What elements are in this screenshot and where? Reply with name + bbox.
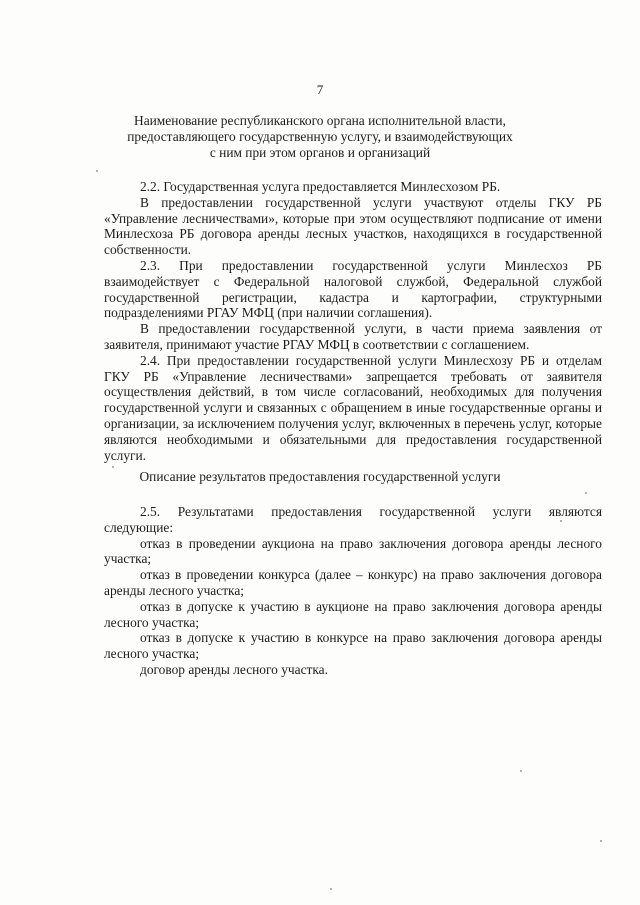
heading-line: предоставляющего государственную услугу, и взаимодействующих [127, 128, 513, 144]
page-number: 7 [316, 82, 324, 97]
scan-speck [560, 520, 562, 522]
paragraph-2-3: 2.3. При предоставлении государственной услуги Минлесхоз РБ взаимодействует с Федеральной налоговой службой, Федеральной службой государственной регистрации, кадастра и картографии, структурными подразделениями РГАУ МФЦ (при наличии соглашения). [104, 257, 602, 321]
paragraph-participation: В предоставлении государственной услуги участвуют отделы ГКУ РБ «Управление лесничествами», которые при этом осуществляют подписание от имени Минлесхоза РБ договора аренды лесных участков, находящихся в государственной собственности. [104, 194, 602, 258]
section-body-authority [104, 179, 602, 463]
result-item: отказ в допуске к участию в аукционе на право заключения договора аренды лесного участка; [104, 598, 602, 630]
result-item: договор аренды лесного участка. [140, 661, 328, 677]
scan-speck [112, 466, 114, 468]
paragraph-mfc: В предоставлении государственной услуги, в части приема заявления от заявителя, принимают участие РГАУ МФЦ в соответствии с соглашением. [104, 321, 602, 352]
result-item: отказ в проведении конкурса (далее – конкурс) на право заключения договора аренды лесного участка; [104, 567, 602, 598]
section-heading-results: Описание результатов предоставления государственной услуги [139, 469, 501, 484]
paragraph-2-5: 2.5. Результатами предоставления государственной услуги являются следующие: [104, 504, 602, 535]
result-item: отказ в допуске к участию в конкурсе на право заключения договора аренды лесного участка; [104, 630, 602, 662]
heading-line: Наименование республиканского органа исполнительной власти, [134, 113, 506, 128]
section-body-results [104, 504, 602, 678]
result-item: отказ в проведении аукциона на право заключения договора аренды лесного участка; [104, 535, 602, 567]
heading-line: с ним при этом органов и организаций [209, 144, 431, 160]
section-heading-authority [120, 113, 520, 160]
scan-speck [96, 170, 98, 172]
scan-speck [520, 770, 522, 772]
paragraph-2-2: 2.2. Государственная услуга предоставляется Минлесхозом РБ. [140, 179, 501, 194]
scan-speck [600, 840, 602, 842]
paragraph-2-4: 2.4. При предоставлении государственной услуги Минлесхозу РБ и отделам ГКУ РБ «Управление лесничествами» запрещается требовать от заявителя осуществления действий, в том числе согласований, необходимых для получения государственной услуги и связанных с обращением в иные государственные органы и организации, за исключением получения услуг, включенных в перечень услуг, которые являются необходимыми и обязательными для предоставления государственной услуги. [104, 352, 602, 463]
scan-speck [585, 492, 587, 494]
scan-speck [330, 888, 332, 890]
